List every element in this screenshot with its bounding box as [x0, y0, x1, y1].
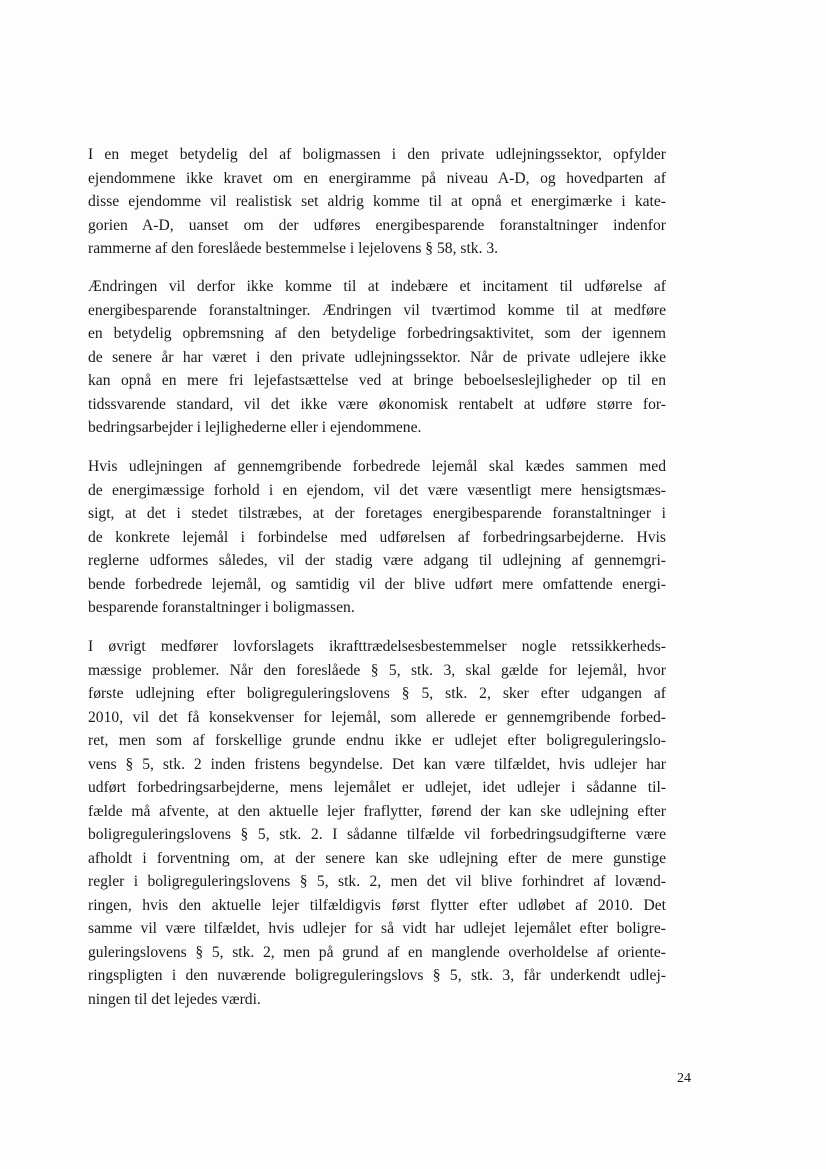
text-line: rammerne af den foreslåede bestemmelse i lejelovens § 58, stk. 3. [88, 240, 499, 257]
text-line: udført forbedringsarbejderne, mens lejemålet er udlejet, idet udlejer i sådanne til- [88, 779, 666, 796]
text-line: ejendommene ikke kravet om en energiramme på niveau A-D, og hovedparten af [88, 169, 666, 187]
text-line: samme vil være tilfældet, hvis udlejer for så vidt har udlejet lejemålet efter boligre- [88, 920, 666, 937]
text-line: de senere år har været i den private udlejningssektor. Når de private udlejere ikke [88, 348, 666, 366]
text-line: ringspligten i den nuværende boligreguleringslovs § 5, stk. 3, får underkendt udlej- [88, 967, 666, 984]
paragraph-1 [88, 143, 666, 261]
text-line: ringen, hvis den aktuelle lejer tilfældigvis først flytter efter udløbet af 2010. Det [88, 896, 666, 914]
paragraph-4 [88, 635, 666, 1011]
text-line: disse ejendomme vil realistisk set aldrig komme til at opnå et energimærke i kate- [88, 193, 666, 210]
text-line: gorien A-D, uanset om der udføres energibesparende foranstaltninger indenfor [88, 216, 666, 234]
paragraph-2 [88, 275, 666, 440]
text-line: regler i boligreguleringslovens § 5, stk. 2, men det vil blive forhindret af lovænd- [88, 873, 666, 890]
text-line: bende forbedrede lejemål, og samtidig vil der blive udført mere omfattende energi- [88, 575, 666, 593]
text-line: første udlejning efter boligreguleringslovens § 5, stk. 2, sker efter udgangen af [88, 685, 666, 702]
text-line: sigt, at det i stedet tilstræbes, at der foretages energibesparende foranstaltninger i [88, 505, 666, 522]
text-line: ningen til det lejedes værdi. [88, 990, 261, 1008]
text-line: bedringsarbejder i lejlighederne eller i ejendommene. [88, 419, 422, 436]
text-line: kan opnå en mere fri lejefastsættelse ved at bringe beboelseslejligheder op til en [88, 372, 666, 389]
paragraph-3 [88, 455, 666, 620]
text-line: I en meget betydelig del af boligmassen i den private udlejningssektor, opfylder [88, 146, 666, 163]
text-line: fælde må afvente, at den aktuelle lejer fraflytter, førend der kan ske udlejning efter [88, 802, 666, 820]
text-line: 2010, vil det få konsekvenser for lejemål, som allerede er gennemgribende forbed- [88, 708, 666, 726]
text-line: I øvrigt medfører lovforslagets ikrafttrædelsesbestemmelser nogle retssikkerheds- [88, 638, 666, 655]
text-line: reglerne udformes således, vil der stadig være adgang til udlejning af gennemgri- [88, 552, 666, 569]
text-line: ret, men som af forskellige grunde endnu ikke er udlejet efter boligreguleringslo- [88, 732, 666, 749]
text-line: vens § 5, stk. 2 inden fristens begyndelse. Det kan være tilfældet, hvis udlejer har [88, 755, 666, 773]
text-line: Ændringen vil derfor ikke komme til at indebære et incitament til udførelse af [88, 278, 666, 295]
page-number: 24 [677, 1071, 691, 1086]
text-line: guleringslovens § 5, stk. 2, men på grund af en manglende overholdelse af oriente- [88, 943, 666, 961]
text-line: de konkrete lejemål i forbindelse med udførelsen af forbedringsarbejderne. Hvis [88, 528, 666, 546]
text-line: energibesparende foranstaltninger. Ændringen vil tværtimod komme til at medføre [88, 301, 666, 319]
text-line: de energimæssige forhold i en ejendom, vil det være væsentligt mere hensigtsmæs- [88, 481, 666, 499]
text-line: tidssvarende standard, vil det ikke være økonomisk rentabelt at udføre større for- [88, 395, 666, 413]
text-line: besparende foranstaltninger i boligmassen. [88, 599, 355, 616]
text-line: afholdt i forventning om, at der senere kan ske udlejning efter de mere gunstige [88, 849, 666, 867]
text-line: en betydelig opbremsning af den betydelige forbedringsaktivitet, som der igennem [88, 325, 666, 342]
text-line: Hvis udlejningen af gennemgribende forbedrede lejemål skal kædes sammen med [88, 458, 666, 475]
text-line: boligreguleringslovens § 5, stk. 2. I sådanne tilfælde vil forbedringsudgifterne være [88, 826, 666, 843]
text-line: mæssige problemer. Når den foreslåede § 5, stk. 3, skal gælde for lejemål, hvor [88, 661, 666, 679]
